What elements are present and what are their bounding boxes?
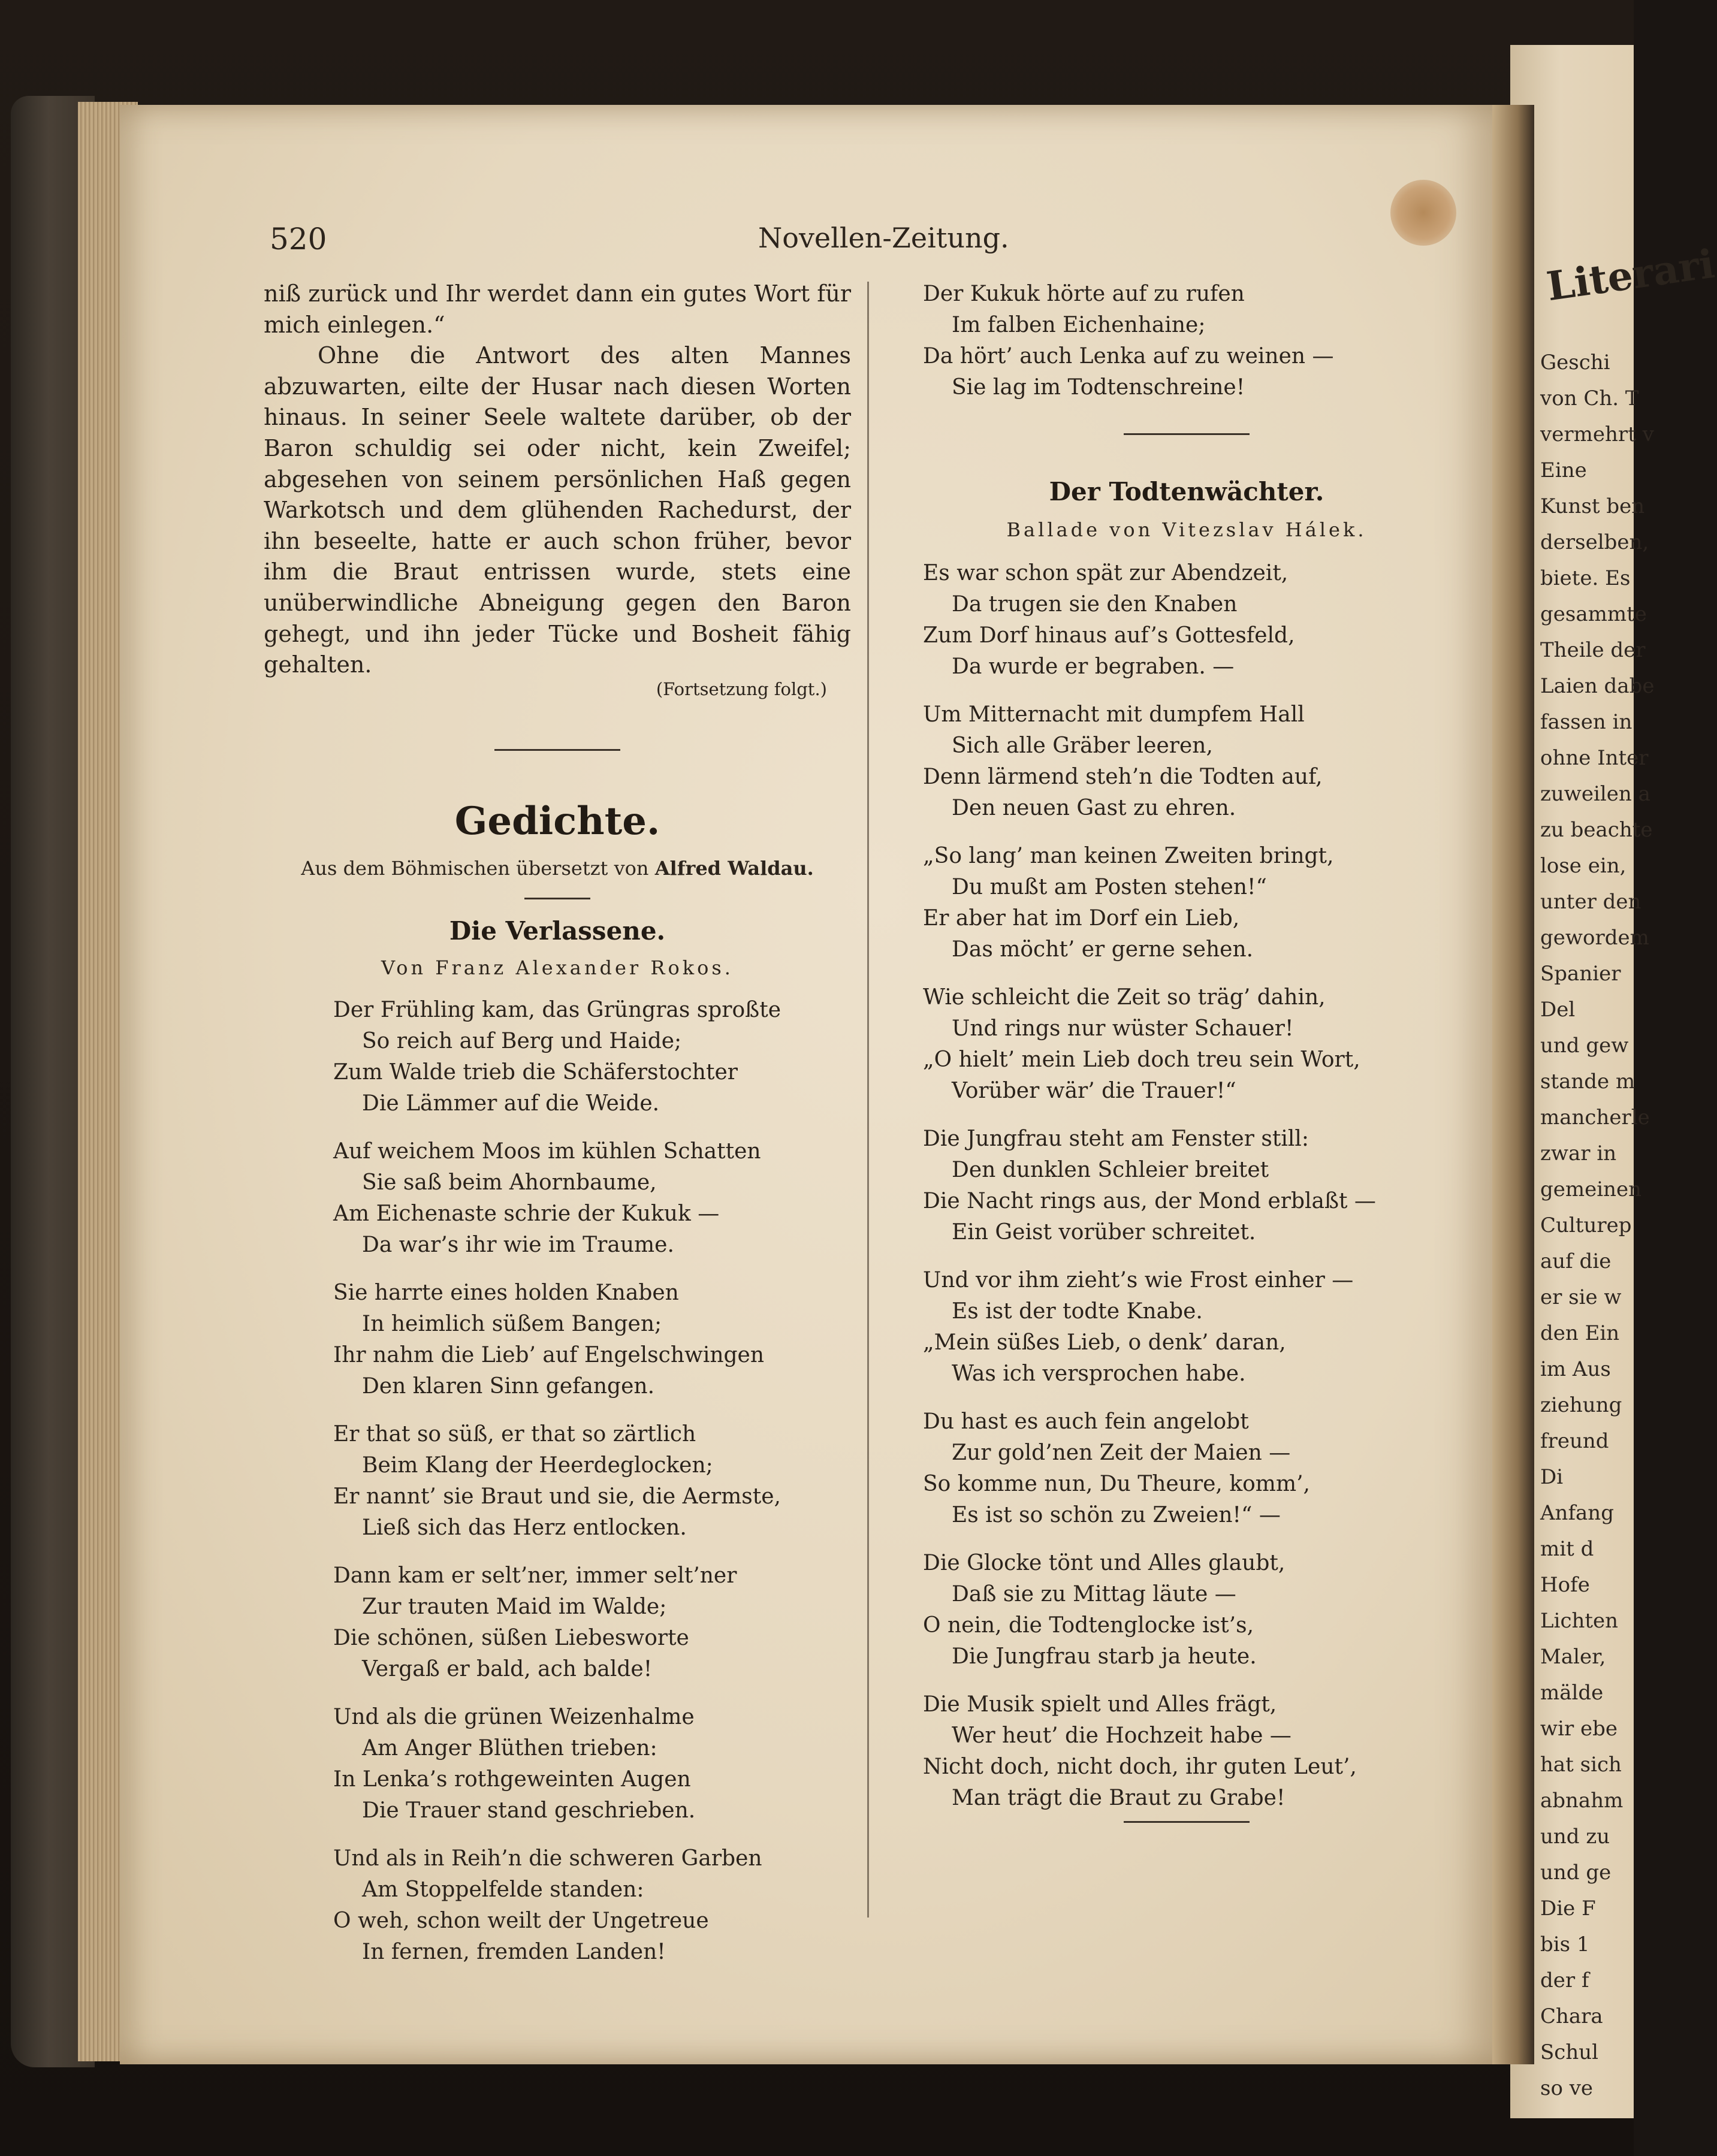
- facing-page-text: unter den: [1540, 890, 1641, 914]
- poem-line: Er aber hat im Dorf ein Lieb,: [923, 906, 1240, 931]
- poem-line: Zur gold’nen Zeit der Maien —: [952, 1441, 1291, 1465]
- poem-rule: [1124, 433, 1250, 435]
- poem-line: Auf weichem Moos im kühlen Schatten: [333, 1139, 761, 1164]
- facing-page-text: Spanier: [1540, 962, 1621, 986]
- facing-page-text: von Ch. T: [1540, 386, 1639, 410]
- poem-line: Das möcht’ er gerne sehen.: [952, 937, 1254, 962]
- facing-page-text: im Aus: [1540, 1357, 1611, 1381]
- story-paragraph: Ohne die Antwort des alten Mannes abzuwarten, eilte der Husar nach diesen Worten hinaus. In seiner Seele waltete darüber, ob der Baron schuldig sei oder nicht, kein Zweifel; abgesehen von seinem persönlichen Haß gegen Warkotsch und dem glühenden Rachedurst, der ihn beseelte, hatte er auch schon früher, bevor ihm die Braut entrissen wurde, stets eine unüberwindliche Abneigung gegen den Baron gehegt, und ihn jeder Tücke und Bosheit fähig gehalten.: [264, 342, 851, 678]
- poem-line: Vergaß er bald, ach balde!: [362, 1656, 653, 1681]
- section-rule: [494, 749, 620, 751]
- facing-page-text: ziehung: [1540, 1393, 1622, 1417]
- poem-line: In Lenka’s rothgeweinten Augen: [333, 1767, 691, 1792]
- facing-page-text: wir ebe: [1540, 1717, 1618, 1741]
- poem-line: Den dunklen Schleier breitet: [952, 1158, 1269, 1182]
- stanza: [923, 841, 1450, 965]
- facing-page-text: mancherle: [1540, 1106, 1650, 1130]
- poem-title: Der Todtenwächter.: [1049, 477, 1324, 506]
- translator-line: [264, 857, 851, 880]
- poem-line: Es ist so schön zu Zweien!“ —: [952, 1503, 1281, 1527]
- page-number: 520: [270, 222, 327, 256]
- left-column: [264, 279, 851, 1985]
- stanza: [333, 1702, 851, 1826]
- stanza: [333, 1278, 851, 1402]
- facing-page-text: Di: [1540, 1465, 1564, 1489]
- stanza: [333, 995, 851, 1119]
- poem-line: Beim Klang der Heerdeglocken;: [362, 1453, 713, 1478]
- stanza: [923, 279, 1450, 403]
- poem-line: Dann kam er selt’ner, immer selt’ner: [333, 1563, 737, 1588]
- facing-page-text: vermehrt v: [1540, 422, 1654, 446]
- stanza: [333, 1843, 851, 1968]
- poem-line: Sie harrte eines holden Knaben: [333, 1280, 679, 1305]
- facing-page-text: zwar in: [1540, 1142, 1617, 1165]
- facing-page-text: hat sich: [1540, 1753, 1622, 1777]
- continuation-note: (Fortsetzung folgt.): [656, 678, 827, 699]
- poem-line: In fernen, fremden Landen!: [362, 1939, 666, 1964]
- stanza: [923, 1124, 1450, 1248]
- poem-line: Zur trauten Maid im Walde;: [362, 1594, 667, 1619]
- facing-page-text: fassen in: [1540, 710, 1632, 734]
- facing-page-text: biete. Es: [1540, 566, 1631, 590]
- poem-line: Um Mitternacht mit dumpfem Hall: [923, 702, 1305, 727]
- facing-page-text: ohne Inter: [1540, 746, 1649, 770]
- poem-line: Nicht doch, nicht doch, ihr guten Leut’,: [923, 1755, 1357, 1779]
- story-paragraph: niß zurück und Ihr werdet dann ein gutes Wort für mich einlegen.“: [264, 280, 851, 338]
- stanza: [923, 558, 1450, 683]
- story-text: [264, 279, 851, 681]
- translator-prefix: Aus dem Böhmischen übersetzt von: [301, 856, 649, 880]
- poem-line: Wie schleicht die Zeit so träg’ dahin,: [923, 985, 1326, 1010]
- facing-page-text: Anfang: [1540, 1501, 1614, 1525]
- facing-page-text: zu beachte: [1540, 818, 1653, 842]
- facing-page-text: Die F: [1540, 1897, 1596, 1921]
- poem-line: Den klaren Sinn gefangen.: [362, 1373, 655, 1399]
- facing-page-title: Literari: [1543, 240, 1717, 310]
- column-divider: [867, 282, 869, 1918]
- facing-page-text: Eine: [1540, 458, 1587, 482]
- poem-line: Die Glocke tönt und Alles glaubt,: [923, 1551, 1286, 1575]
- poem-line: Man trägt die Braut zu Grabe!: [952, 1786, 1286, 1810]
- facing-page-text: Theile der: [1540, 638, 1646, 662]
- poem-line: Und rings nur wüster Schauer!: [952, 1016, 1294, 1041]
- poem-line: Sie lag im Todtenschreine!: [952, 375, 1245, 400]
- poem-line: Die Trauer stand geschrieben.: [362, 1798, 696, 1823]
- poem-line: Daß sie zu Mittag läute —: [952, 1582, 1236, 1607]
- poem-line: Was ich versprochen habe.: [952, 1361, 1246, 1386]
- section-title: Gedichte.: [454, 798, 660, 844]
- poem-line: O nein, die Todtenglocke ist’s,: [923, 1613, 1254, 1638]
- stanza: [923, 1265, 1450, 1390]
- poem-ending: [923, 279, 1450, 403]
- poem-body: [264, 995, 851, 1968]
- running-title: Novellen-Zeitung.: [758, 222, 1009, 254]
- poem-line: Die Lämmer auf die Weide.: [362, 1091, 660, 1116]
- facing-page-text: gesammte: [1540, 602, 1647, 626]
- facing-page-text: zuweilen a: [1540, 782, 1650, 806]
- poem-line: Sich alle Gräber leeren,: [952, 733, 1213, 758]
- facing-page-text: so ve: [1540, 2076, 1594, 2100]
- poem-line: „Mein süßes Lieb, o denk’ daran,: [923, 1330, 1286, 1355]
- facing-page-text: mälde: [1540, 1681, 1604, 1705]
- stanza: [923, 1689, 1450, 1814]
- poem-line: Am Eichenaste schrie der Kukuk —: [333, 1201, 720, 1226]
- poem-line: Und als in Reih’n die schweren Garben: [333, 1846, 762, 1871]
- right-column: [923, 279, 1450, 1823]
- facing-page-text: mit d: [1540, 1537, 1594, 1561]
- poem-line: Den neuen Gast zu ehren.: [952, 796, 1236, 820]
- facing-page-text: und zu: [1540, 1825, 1610, 1849]
- facing-page-text: Del: [1540, 998, 1576, 1022]
- facing-page-text: Lichten: [1540, 1609, 1619, 1633]
- poem-line: Er nannt’ sie Braut und sie, die Aermste,: [333, 1484, 781, 1509]
- poem-line: „So lang’ man keinen Zweiten bringt,: [923, 844, 1334, 868]
- stanza: [923, 1548, 1450, 1672]
- facing-page-text: gemeinen: [1540, 1177, 1642, 1201]
- poem-line: Die Nacht rings aus, der Mond erblaßt —: [923, 1189, 1376, 1213]
- poem-line: So komme nun, Du Theure, komm’,: [923, 1472, 1310, 1496]
- translator-name: Alfred Waldau.: [654, 856, 814, 880]
- facing-page-text: gewordem: [1540, 926, 1649, 950]
- poem-line: Die Musik spielt und Alles frägt,: [923, 1692, 1277, 1717]
- facing-page-text: Geschi: [1540, 351, 1610, 375]
- facing-page-text: derselben,: [1540, 530, 1649, 554]
- poem-line: Da hört’ auch Lenka auf zu weinen —: [923, 344, 1334, 369]
- poem-line: Zum Walde trieb die Schäferstochter: [333, 1059, 738, 1085]
- book-gutter: [1492, 105, 1534, 2064]
- poem-line: O weh, schon weilt der Ungetreue: [333, 1908, 709, 1933]
- poem-line: Da trugen sie den Knaben: [952, 592, 1238, 617]
- poem-line: Die schönen, süßen Liebesworte: [333, 1625, 689, 1650]
- poem-line: Da war’s ihr wie im Traume.: [362, 1232, 674, 1257]
- facing-page-text: Laien dabe: [1540, 674, 1655, 698]
- poem-line: Am Stoppelfelde standen:: [362, 1877, 644, 1902]
- poem-line: Wer heut’ die Hochzeit habe —: [952, 1723, 1291, 1748]
- facing-page-text: und ge: [1540, 1861, 1612, 1885]
- poem-line: Da wurde er begraben. —: [952, 654, 1235, 679]
- facing-page-text: Maler,: [1540, 1645, 1606, 1669]
- poem-line: Ihr nahm die Lieb’ auf Engelschwingen: [333, 1342, 765, 1367]
- stanza: [333, 1419, 851, 1544]
- poem-line: Du mußt am Posten stehen!“: [952, 875, 1267, 899]
- poem-line: So reich auf Berg und Haide;: [362, 1028, 682, 1053]
- facing-page-text: Kunst ben: [1540, 494, 1645, 518]
- facing-page-text: bis 1: [1540, 1932, 1590, 1956]
- poem-line: In heimlich süßem Bangen;: [362, 1311, 662, 1336]
- poem-line: Die Jungfrau starb ja heute.: [952, 1644, 1257, 1669]
- facing-page-text: stande m: [1540, 1070, 1635, 1094]
- facing-page-text: Hofe: [1540, 1573, 1590, 1597]
- poem-line: „O hielt’ mein Lieb doch treu sein Wort,: [923, 1047, 1360, 1072]
- poem-line: Es war schon spät zur Abendzeit,: [923, 561, 1288, 585]
- stanza: [923, 699, 1450, 824]
- poem-line: Ein Geist vorüber schreitet.: [952, 1220, 1256, 1245]
- poem-line: Der Frühling kam, das Grüngras sproßte: [333, 997, 781, 1022]
- poem-body: [923, 558, 1450, 1814]
- poem-line: Im falben Eichenhaine;: [952, 313, 1206, 337]
- facing-page-text: freund: [1540, 1429, 1609, 1453]
- poem-line: Zum Dorf hinaus auf’s Gottesfeld,: [923, 623, 1295, 648]
- poem-line: Die Jungfrau steht am Fenster still:: [923, 1127, 1309, 1151]
- poem-line: Er that so süß, er that so zärtlich: [333, 1421, 696, 1447]
- poem-line: Es ist der todte Knabe.: [952, 1299, 1203, 1324]
- facing-page-text: Schul: [1540, 2040, 1599, 2064]
- poem-author: Von Franz Alexander Rokos.: [381, 956, 734, 979]
- facing-page-text: er sie w: [1540, 1285, 1622, 1309]
- facing-page-text: Chara: [1540, 2004, 1603, 2028]
- stanza: [923, 982, 1450, 1107]
- facing-page-text: auf die: [1540, 1249, 1612, 1273]
- poem-line: Ließ sich das Herz entlocken.: [362, 1515, 687, 1540]
- facing-page-text: Culturep: [1540, 1213, 1632, 1237]
- poem-line: Sie saß beim Ahornbaume,: [362, 1170, 657, 1195]
- stanza: [333, 1136, 851, 1261]
- poem-line: Und vor ihm zieht’s wie Frost einher —: [923, 1268, 1354, 1293]
- poem-rule: [524, 898, 590, 899]
- poem-line: Vorüber wär’ die Trauer!“: [952, 1079, 1236, 1103]
- facing-page-text: lose ein,: [1540, 854, 1627, 878]
- facing-page-text: und gew: [1540, 1034, 1629, 1058]
- poem-author: Ballade von Vitezslav Hálek.: [1006, 518, 1367, 541]
- facing-page-text: abnahm: [1540, 1789, 1624, 1813]
- poem-title: Die Verlassene.: [449, 916, 666, 946]
- facing-page-text: den Ein: [1540, 1321, 1620, 1345]
- poem-line: Denn lärmend steh’n die Todten auf,: [923, 765, 1323, 789]
- stanza: [333, 1560, 851, 1685]
- poem-line: Und als die grünen Weizenhalme: [333, 1704, 695, 1729]
- poem-line: Du hast es auch fein angelobt: [923, 1409, 1249, 1434]
- poem-line: Am Anger Blüthen trieben:: [362, 1735, 657, 1761]
- page-stain: [1390, 180, 1456, 246]
- end-rule: [1124, 1821, 1250, 1823]
- facing-page-text: der f: [1540, 1968, 1589, 1992]
- stanza: [923, 1406, 1450, 1531]
- poem-line: Der Kukuk hörte auf zu rufen: [923, 282, 1245, 306]
